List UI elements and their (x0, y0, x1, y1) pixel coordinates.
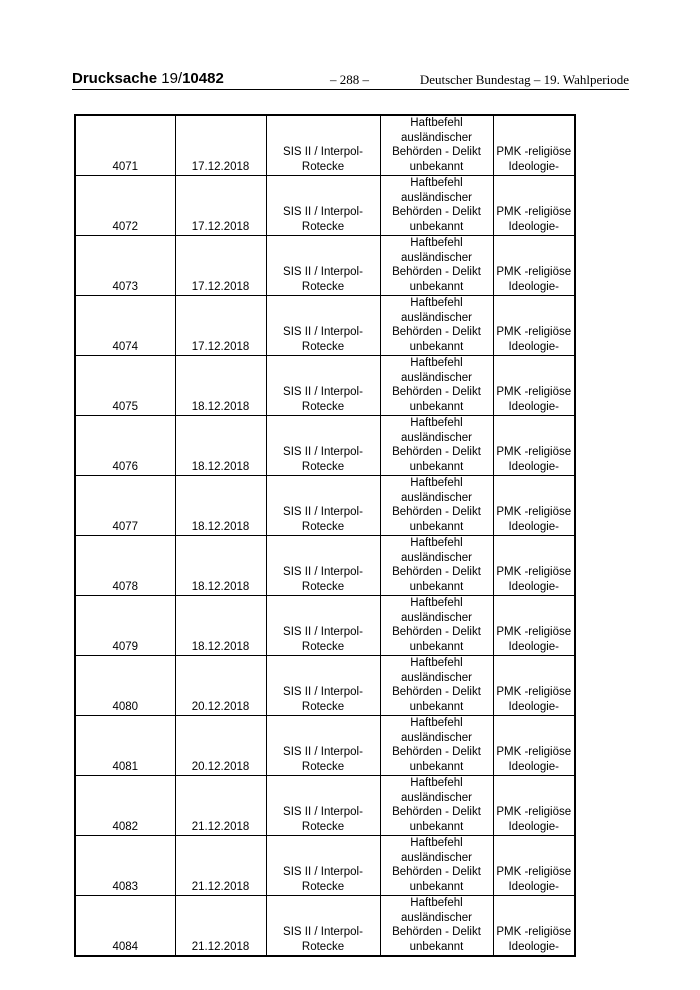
row-reason-cell: Haftbefehl ausländischer Behörden - Delikt unbekannt (380, 476, 493, 536)
row-type-cell: SIS II / Interpol-Rotecke (266, 416, 380, 476)
row-category-cell: PMK -religiöse Ideologie- (493, 115, 575, 176)
row-date-cell: 20.12.2018 (175, 656, 266, 716)
row-type-cell: SIS II / Interpol-Rotecke (266, 115, 380, 176)
row-category-cell: PMK -religiöse Ideologie- (493, 656, 575, 716)
table-row (75, 596, 575, 656)
row-type-cell: SIS II / Interpol-Rotecke (266, 176, 380, 236)
table-row (75, 476, 575, 536)
row-type-cell: SIS II / Interpol-Rotecke (266, 296, 380, 356)
page-number: – 288 – (330, 72, 369, 87)
row-reason-cell: Haftbefehl ausländischer Behörden - Delikt unbekannt (380, 896, 493, 957)
header-rule (72, 89, 629, 90)
row-type-cell: SIS II / Interpol-Rotecke (266, 596, 380, 656)
row-number-cell: 4072 (75, 176, 175, 236)
row-reason-cell: Haftbefehl ausländischer Behörden - Delikt unbekannt (380, 596, 493, 656)
row-category-cell: PMK -religiöse Ideologie- (493, 776, 575, 836)
table-row (75, 115, 575, 176)
row-reason-cell: Haftbefehl ausländischer Behörden - Delikt unbekannt (380, 416, 493, 476)
row-category-cell: PMK -religiöse Ideologie- (493, 176, 575, 236)
row-category-cell: PMK -religiöse Ideologie- (493, 836, 575, 896)
row-number-cell: 4076 (75, 416, 175, 476)
row-type-cell: SIS II / Interpol-Rotecke (266, 536, 380, 596)
document-number (72, 70, 224, 87)
doc-num-prefix: 19/ (161, 70, 183, 87)
row-category-cell: PMK -religiöse Ideologie- (493, 716, 575, 776)
row-reason-cell: Haftbefehl ausländischer Behörden - Delikt unbekannt (380, 776, 493, 836)
table-row (75, 836, 575, 896)
row-date-cell: 21.12.2018 (175, 836, 266, 896)
table-row (75, 776, 575, 836)
row-number-cell: 4080 (75, 656, 175, 716)
row-reason-cell: Haftbefehl ausländischer Behörden - Delikt unbekannt (380, 115, 493, 176)
row-number-cell: 4074 (75, 296, 175, 356)
row-type-cell: SIS II / Interpol-Rotecke (266, 716, 380, 776)
table-row (75, 656, 575, 716)
row-reason-cell: Haftbefehl ausländischer Behörden - Delikt unbekannt (380, 356, 493, 416)
row-category-cell: PMK -religiöse Ideologie- (493, 236, 575, 296)
row-date-cell: 18.12.2018 (175, 476, 266, 536)
row-date-cell: 18.12.2018 (175, 416, 266, 476)
row-category-cell: PMK -religiöse Ideologie- (493, 476, 575, 536)
table-body (75, 115, 575, 956)
row-type-cell: SIS II / Interpol-Rotecke (266, 896, 380, 957)
row-number-cell: 4073 (75, 236, 175, 296)
row-date-cell: 18.12.2018 (175, 356, 266, 416)
row-number-cell: 4084 (75, 896, 175, 957)
row-number-cell: 4079 (75, 596, 175, 656)
page-header (72, 70, 629, 90)
row-category-cell: PMK -religiöse Ideologie- (493, 536, 575, 596)
doc-label: Drucksache (72, 70, 158, 87)
row-number-cell: 4082 (75, 776, 175, 836)
row-type-cell: SIS II / Interpol-Rotecke (266, 776, 380, 836)
row-type-cell: SIS II / Interpol-Rotecke (266, 656, 380, 716)
table-row (75, 296, 575, 356)
publisher-label: Deutscher Bundestag – 19. Wahlperiode (419, 72, 629, 87)
row-reason-cell: Haftbefehl ausländischer Behörden - Delikt unbekannt (380, 716, 493, 776)
table-row (75, 416, 575, 476)
row-category-cell: PMK -religiöse Ideologie- (493, 356, 575, 416)
row-number-cell: 4081 (75, 716, 175, 776)
table-row (75, 236, 575, 296)
row-date-cell: 17.12.2018 (175, 115, 266, 176)
data-table (74, 114, 576, 957)
row-number-cell: 4078 (75, 536, 175, 596)
row-date-cell: 18.12.2018 (175, 536, 266, 596)
row-date-cell: 17.12.2018 (175, 296, 266, 356)
row-number-cell: 4071 (75, 115, 175, 176)
row-category-cell: PMK -religiöse Ideologie- (493, 296, 575, 356)
row-type-cell: SIS II / Interpol-Rotecke (266, 236, 380, 296)
table-row (75, 176, 575, 236)
table-row (75, 896, 575, 957)
row-type-cell: SIS II / Interpol-Rotecke (266, 356, 380, 416)
row-reason-cell: Haftbefehl ausländischer Behörden - Delikt unbekannt (380, 236, 493, 296)
row-date-cell: 21.12.2018 (175, 896, 266, 957)
row-date-cell: 21.12.2018 (175, 776, 266, 836)
row-category-cell: PMK -religiöse Ideologie- (493, 896, 575, 957)
row-category-cell: PMK -religiöse Ideologie- (493, 416, 575, 476)
row-number-cell: 4075 (75, 356, 175, 416)
row-date-cell: 17.12.2018 (175, 176, 266, 236)
table-row (75, 356, 575, 416)
row-reason-cell: Haftbefehl ausländischer Behörden - Delikt unbekannt (380, 836, 493, 896)
row-reason-cell: Haftbefehl ausländischer Behörden - Delikt unbekannt (380, 536, 493, 596)
table-row (75, 716, 575, 776)
row-date-cell: 20.12.2018 (175, 716, 266, 776)
doc-num: 10482 (182, 70, 224, 87)
row-reason-cell: Haftbefehl ausländischer Behörden - Delikt unbekannt (380, 176, 493, 236)
row-date-cell: 17.12.2018 (175, 236, 266, 296)
row-number-cell: 4083 (75, 836, 175, 896)
table-row (75, 536, 575, 596)
row-type-cell: SIS II / Interpol-Rotecke (266, 476, 380, 536)
row-category-cell: PMK -religiöse Ideologie- (493, 596, 575, 656)
row-number-cell: 4077 (75, 476, 175, 536)
row-reason-cell: Haftbefehl ausländischer Behörden - Delikt unbekannt (380, 296, 493, 356)
row-reason-cell: Haftbefehl ausländischer Behörden - Delikt unbekannt (380, 656, 493, 716)
row-type-cell: SIS II / Interpol-Rotecke (266, 836, 380, 896)
row-date-cell: 18.12.2018 (175, 596, 266, 656)
